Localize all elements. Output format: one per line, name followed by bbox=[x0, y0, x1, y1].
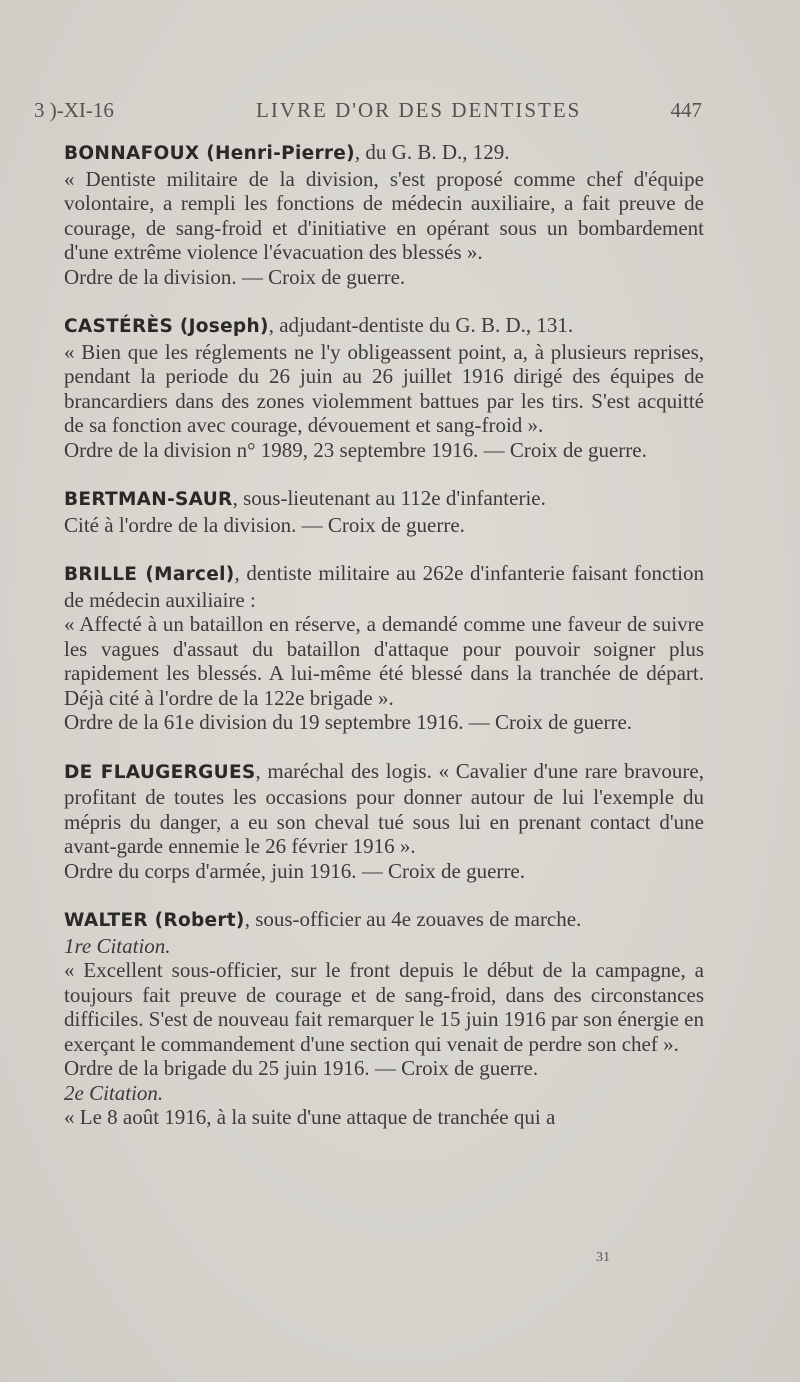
citation-heading-2: 2e Citation. bbox=[64, 1080, 164, 1105]
citation-heading-1: 1re Citation. bbox=[64, 933, 171, 958]
entry-name: DE FLAUGERGUES bbox=[64, 761, 256, 783]
citation-order: Ordre de la division. — Croix de guerre. bbox=[64, 264, 406, 289]
entry-description: , sous-lieutenant au 112e d'infanterie. bbox=[232, 486, 546, 510]
entry-heading bbox=[64, 907, 704, 934]
entry-casteres bbox=[64, 313, 704, 462]
citation-text: « Bien que les réglements ne l'y obligeassent point, a, à plusieurs reprises, pendant la periode du 26 juin au 26 juillet 1916 dirigé des équipes de brancardiers dans des zones violemment battues par les tirs. S'est acquitté de sa fonction avec courage, dévouement et sang-froid ». bbox=[64, 339, 704, 437]
entry-description: , sous-officier au 4e zouaves de marche. bbox=[244, 907, 582, 931]
entry-de-flaugergues bbox=[64, 759, 704, 884]
entry-name: BONNAFOUX (Henri-Pierre) bbox=[64, 143, 355, 164]
entry-heading bbox=[64, 140, 704, 167]
citation-order: Ordre de la division n° 1989, 23 septembre 1916. — Croix de guerre. bbox=[64, 437, 647, 462]
citation-text: « Dentiste militaire de la division, s'est proposé comme chef d'équipe volontaire, a rempli les fonctions de médecin auxiliaire, a fait preuve de courage, de sang-froid et d'initiative en opérant sous un bombardement d'une extrême violence l'évacuation des blessés ». bbox=[64, 166, 704, 264]
entry-brille bbox=[64, 561, 704, 735]
citation-order: Ordre du corps d'armée, juin 1916. — Croix de guerre. bbox=[64, 858, 525, 883]
citation-order-1: Ordre de la brigade du 25 juin 1916. — Croix de guerre. bbox=[64, 1056, 539, 1080]
signature-mark: 31 bbox=[596, 1250, 610, 1265]
entry-description: , dentiste militaire au 262e d'infanterie faisant fonction de médecin auxiliaire : bbox=[64, 561, 704, 612]
entry-name: BERTMAN-SAUR bbox=[64, 489, 233, 510]
citation-text-2: « Le 8 août 1916, à la suite d'une attaque de tranchée qui a bbox=[64, 1105, 556, 1129]
running-head bbox=[34, 98, 702, 126]
entry-heading bbox=[64, 759, 704, 859]
running-head-date: 3 )-XI-16 bbox=[34, 98, 114, 122]
entry-walter bbox=[64, 907, 704, 1130]
citation-order: Cité à l'ordre de la division. — Croix de guerre. bbox=[64, 512, 465, 537]
entry-name: WALTER (Robert) bbox=[64, 910, 245, 931]
entry-description: , maréchal des logis. « Cavalier d'une rare bravoure, profitant de toutes les occasions pour donner autour de lui l'exemple du mépris du danger, a eu son cheval tué sous lui en prenant contact d'une avant-garde ennemie le 26 février 1916 ». bbox=[64, 758, 704, 858]
entry-description: , adjudant-dentiste du G. B. D., 131. bbox=[268, 313, 574, 337]
running-head-title: LIVRE D'OR DES DENTISTES bbox=[256, 98, 582, 122]
entry-heading bbox=[64, 486, 704, 513]
citation-text-1: « Excellent sous-officier, sur le front depuis le début de la campagne, a toujours fait preuve de courage et de sang-froid, dans des circonstances difficiles. S'est de nouveau fait remarquer le 15 juin 1916 par son énergie en exerçant le commandement d'une section qui venait de perdre son chef ». bbox=[64, 958, 704, 1056]
entry-name: BRILLE (Marcel) bbox=[64, 564, 235, 585]
citation-text: « Affecté à un bataillon en réserve, a demandé comme une faveur de suivre les vagues d'assaut du bataillon d'attaque pour pouvoir soigner plus rapidement les blessés. A lui-même été blessé dans la tranchée de départ. Déjà cité à l'ordre de la 122e brigade ». bbox=[64, 612, 704, 710]
citation-order: Ordre de la 61e division du 19 septembre 1916. — Croix de guerre. bbox=[64, 710, 633, 734]
entry-bonnafoux bbox=[64, 140, 704, 289]
citations-body bbox=[64, 140, 704, 1154]
entry-heading bbox=[64, 313, 704, 340]
entry-heading bbox=[64, 561, 704, 612]
entry-description: , du G. B. D., 129. bbox=[354, 140, 510, 164]
page-number: 447 bbox=[670, 98, 702, 122]
entry-name: CASTÉRÈS (Joseph) bbox=[64, 316, 269, 337]
entry-bertman-saur bbox=[64, 486, 704, 537]
